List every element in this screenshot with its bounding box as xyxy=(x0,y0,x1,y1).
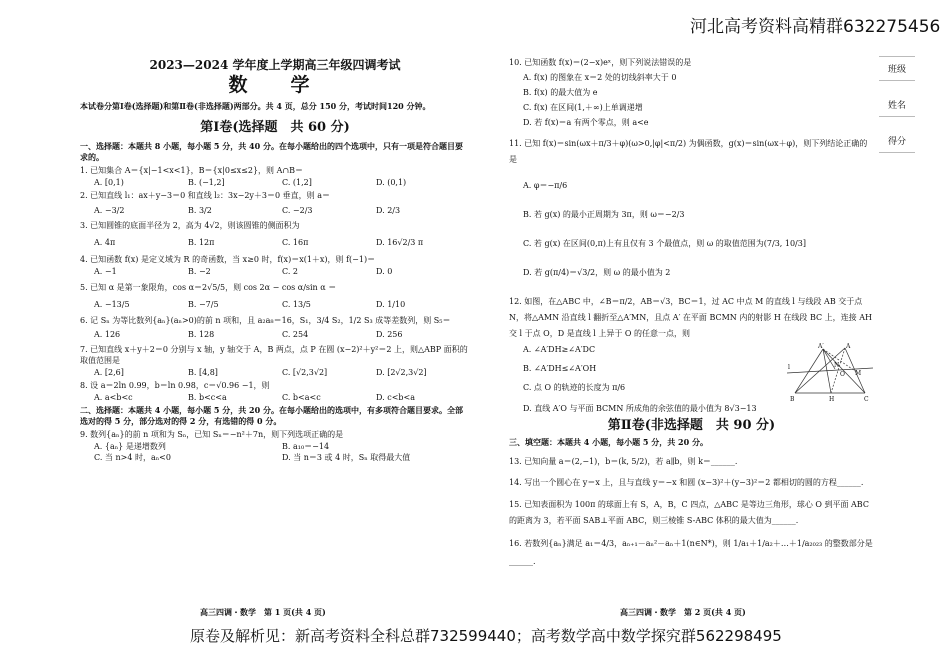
question-2: 2. 已知直线 l₁：ax＋y−3＝0 和直线 l₂：3x−2y＋3＝0 垂直，则 a＝ A. −3/2 B. 3/2 C. −2/3 D. 2/3 xyxy=(80,191,401,215)
watermark-top: 河北高考资料高精群632275456 xyxy=(690,17,941,37)
question-4: 4. 已知函数 f(x) 是定义域为 R 的奇函数，当 x≥0 时，f(x)＝x(1＋x)，则 f(−1)＝ A. −1 B. −2 C. 2 D. 0 xyxy=(80,255,393,276)
question-9: 9. 数列{aₙ}的前 n 项和为 Sₙ，已知 Sₙ＝−n²＋7n，则下列选项正确的是 A. {aₙ} 是递增数列 B. a₁₀＝−14 C. 当 n>4 时，aₙ<0 D. 当 n＝3 或 4 时，Sₙ 取得最大值 xyxy=(80,430,411,462)
exam-intro: 本试卷分第Ⅰ卷(选择题)和第Ⅱ卷(非选择题)两部分。共 4 页，总分 150 分，考试时间120 分钟。 xyxy=(80,101,431,111)
fig-label-O: O xyxy=(840,371,845,378)
side-divider xyxy=(879,80,915,81)
question-3: 3. 已知圆锥的底面半径为 2，高为 4√2，则该圆锥的侧面积为 A. 4π B. 12π C. 16π D. 16√2/3 π xyxy=(80,221,424,247)
section3-heading: 三、填空题：本题共 4 小题，每小题 5 分，共 20 分。 xyxy=(509,437,708,447)
part1-title: 第Ⅰ卷(选择题 共 60 分) xyxy=(200,120,350,135)
page-2-column xyxy=(509,55,874,571)
question-1: 1. 已知集合 A＝{x|−1<x<1}，B＝{x|0≤x≤2}，则 A∩B＝ A. [0,1) B. (−1,2] C. (1,2] D. (0,1) xyxy=(80,166,407,187)
question-16: 16. 若数列{aₙ}满足 a₁＝4/3，aₙ₊₁－aₙ²－aₙ＋1(n∈N*)，则 1/a₁＋1/a₂＋…＋1/a₂₀₂₃ 的整数部分是______. xyxy=(509,539,873,566)
fig-label-A-prime: A′ xyxy=(818,343,824,350)
part2-title: 第Ⅱ卷(非选择题 共 90 分) xyxy=(607,418,776,433)
fig-label-l: l xyxy=(788,364,790,371)
side-divider xyxy=(879,116,915,117)
page-1-column xyxy=(80,40,470,463)
question-8: 8. 设 a＝2ln 0.99，b＝ln 0.98，c＝√0.96 −1，则 A. a<b<c B. b<c<a C. b<a<c D. c<b<a xyxy=(80,381,415,402)
side-divider xyxy=(879,152,915,153)
footer-page-2: 高三四调・数学 第 2 页(共 4 页) xyxy=(620,607,746,617)
side-label-class: 班级 xyxy=(887,65,906,75)
section2-heading: 二、选择题：本题共 4 小题，每小题 5 分，共 20 分。在每小题给出的选项中，有多项符合题目要求。全部选对的得 5 分，部分选对的得 2 分，有选错的得 0 分。 xyxy=(80,405,463,426)
watermark-bottom: 原卷及解析见：新高考资料全科总群732599440；高考数学高中数学探究群562298495 xyxy=(190,627,782,645)
exam-title: 2023—2024 学年度上学期高三年级四调考试 xyxy=(149,58,401,72)
fig-label-A: A xyxy=(846,343,851,350)
footer-page-1: 高三四调・数学 第 1 页(共 4 页) xyxy=(200,607,326,617)
section1-heading: 一、选择题：本题共 8 小题，每小题 5 分，共 40 分。在每小题给出的四个选项中，只有一项是符合题目要求的。 xyxy=(80,141,463,162)
question-10: 10. 已知函数 f(x)＝(2−x)eˣ，则下列说法错误的是 A. f(x) 的图象在 x＝2 处的切线斜率大于 0 B. f(x) 的最大值为 e C. f(x) 在区间(1,＋∞)上单调递增 D. 若 f(x)＝a 有两个零点，则 a<e xyxy=(509,58,692,127)
question-7: 7. 已知直线 x＋y＋2＝0 分别与 x 轴，y 轴交于 A，B 两点，点 P 在圆 (x−2)²＋y²＝2 上，则△ABP 面积的取值范围是 A. [2,6] B. [4,8] C. [√2,3√2] D. [2√2,3√2] xyxy=(80,345,468,377)
question-15: 15. 已知表面积为 100π 的球面上有 S，A，B，C 四点，△ABC 是等边三角形，球心 O 到平面 ABC 的距离为 3，若平面 SAB⊥平面 ABC，则三棱锥 S-ABC 体积的最大值为______. xyxy=(509,500,869,525)
question-14: 14. 写出一个圆心在 y＝x 上，且与直线 y＝−x 和圆 (x−3)²＋(y−3)²＝2 都相切的圆的方程______. xyxy=(509,478,864,487)
side-label-name: 姓名 xyxy=(887,101,906,111)
fig-label-N: N xyxy=(834,362,840,369)
fig-label-C: C xyxy=(864,396,869,403)
fig-label-M: M xyxy=(855,370,862,377)
question-6: 6. 记 Sₙ 为等比数列{aₙ}(aₙ>0)的前 n 项和，且 a₂a₈＝16，S₁，3/4 S₂，1/2 S₃ 成等差数列，则 S₅＝ A. 126 B. 128 C. 254 D. 256 xyxy=(80,316,451,339)
question-5: 5. 已知 α 是第一象限角，cos α＝2√5/5，则 cos 2α − cos α/sin α ＝ A. −13/5 B. −7/5 C. 13/5 D. 1/10 xyxy=(80,283,406,309)
geometry-figure xyxy=(785,343,875,405)
fig-label-B: B xyxy=(790,396,795,403)
question-12: 12. 如图，在△ABC 中，∠B＝π/2，AB＝√3，BC＝1，过 AC 中点 M 的直线 l 与线段 AB 交于点 N，将△AMN 沿直线 l 翻折至△A′MN，且点 A′ 在平面 BCMN 内的射影 H 在线段 BC 上，连接 AH 交 l 于点 O，D 是直线 l 上异于 O 的任意一点，则 A. ∠A′DH≥∠A′DC B. ∠A′DH≤∠A′OH C. 点 O 的轨迹的长度为 π/6 D. 直线 A′O 与平面 BCMN 所成角的余弦值的最小值为 8√3−13 xyxy=(509,297,872,413)
side-divider xyxy=(879,56,915,57)
fig-line-BA xyxy=(795,348,845,393)
subject-title: 数 学 xyxy=(228,74,322,96)
side-label-score: 得分 xyxy=(887,137,906,147)
question-11: 11. 已知 f(x)＝sin(ωx＋π/3＋φ)(ω>0,|φ|<π/2) 为偶函数，g(x)＝sin(ωx＋φ)，则下列结论正确的是 A. φ＝−π/6 B. 若 g(x) 的最小正周期为 3π，则 ω＝−2/3 C. 若 g(x) 在区间(0,π)上有且仅有 3 个最值点，则 ω 的取值范围为(7/3, 10/3] D. 若 g(π/4)＝√3/2，则 ω 的最小值为 2 xyxy=(509,139,868,277)
question-13: 13. 已知向量 a＝(2,−1)，b＝(k, 5/2)，若 a∥b，则 k＝______. xyxy=(509,457,738,466)
fig-label-H: H xyxy=(829,396,835,403)
